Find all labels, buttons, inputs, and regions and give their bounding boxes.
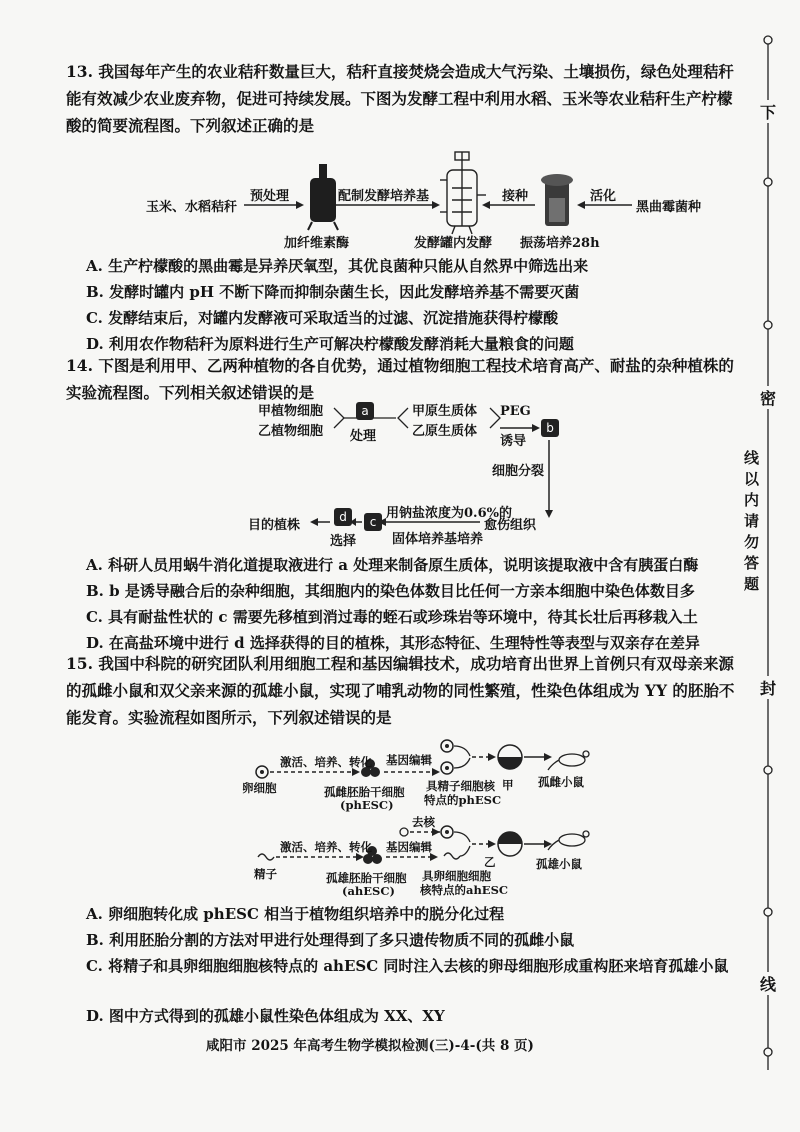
q14-proto-a: 甲原生质体 (412, 404, 478, 419)
q13-option-a: A. 生产柠檬酸的黑曲霉是异养厌氧型，其优良菌种只能从自然界中筛选出来 (86, 257, 589, 275)
q13-option-b: B. 发酵时罐内 pH 不断下降而抑制杂菌生长，因此发酵培养基不需要灭菌 (86, 283, 580, 301)
q14-plant-a: 甲植物细胞 (258, 404, 324, 419)
margin-label-feng: 封 (760, 676, 776, 699)
q15-top-steps: 激活、培养、转化 (280, 755, 372, 769)
q13-option-d: D. 利用农作物秸秆为原料进行生产可解决柠檬酸发酵消耗大量粮食的问题 (86, 335, 574, 353)
q15-option-d: D. 图中方式得到的孤雄小鼠性染色体组成为 XX、XY (86, 1007, 445, 1025)
q14-plant-b: 乙植物细胞 (258, 424, 324, 439)
q14-proto-b: 乙原生质体 (412, 424, 478, 439)
q15-ahesc-line2: (ahESC) (342, 884, 395, 898)
q15-option-b: B. 利用胚胎分割的方法对甲进行处理得到了多只遗传物质不同的孤雌小鼠 (86, 931, 575, 949)
q13-strain: 黑曲霉菌种 (636, 200, 702, 215)
q14-division: 细胞分裂 (492, 464, 545, 479)
q14-callus: 愈伤组织 (484, 518, 537, 533)
q14-induce: 诱导 (500, 434, 527, 449)
margin-label-xian: 线 (760, 972, 776, 995)
q14-salt-line1: 用钠盐浓度为0.6%的 (386, 506, 512, 521)
q13-step-pretreat: 预处理 (250, 189, 290, 204)
q14-option-a: A. 科研人员用蜗牛消化道提取液进行 a 处理来制备原生质体，说明该提取液中含有胰蛋白酶 (86, 556, 699, 574)
q15-denucleate: 去核 (412, 815, 435, 829)
q14-tag-a: a (356, 402, 374, 420)
q15-female-mouse: 孤雌小鼠 (538, 775, 584, 789)
page-footer: 咸阳市 2025 年高考生物学模拟检测(三)-4-(共 8 页) (206, 1038, 534, 1054)
q14-select: 选择 (330, 534, 357, 549)
q14-tag-c: c (364, 513, 382, 531)
margin-label-mi: 密 (760, 386, 776, 409)
q13-step-inoculate: 接种 (502, 189, 529, 204)
q13-option-c: C. 发酵结束后，对罐内发酵液可采取适当的过滤、沉淀措施获得柠檬酸 (86, 309, 559, 327)
q15-sperm-like-line2: 特点的phESC (424, 793, 502, 807)
q15-phesc-line2: (phESC) (340, 798, 394, 812)
question-13-stem: 13. 我国每年产生的农业秸秆数量巨大，秸秆直接焚烧会造成大气污染、土壤损伤，绿色处理秸秆能有效减少农业废弃物，促进可持续发展。下图为发酵工程中利用水稻、玉米等农业秸秆生产柠檬酸的简要流程图。下列叙述正确的是 (66, 62, 734, 135)
q14-salt-line2: 固体培养基培养 (392, 532, 484, 547)
q15-top-gene-edit: 基因编辑 (386, 753, 432, 767)
q13-step-activate: 活化 (590, 189, 617, 204)
q14-option-d: D. 在高盐环境中进行 d 选择获得的目的植株，其形态特征、生理特性等表型与双亲存在差异 (86, 634, 700, 652)
q13-raw-material: 玉米、水稻秸秆 (146, 200, 238, 215)
question-15-stem: 15. 我国中科院的研究团队利用细胞工程和基因编辑技术，成功培育出世界上首例只有双母亲来源的孤雌小鼠和双父亲来源的孤雄小鼠，实现了哺乳动物的同性繁殖，性染色体组成为 YY 的胚胎不能发育。实验流程如图所示，下列叙述错误的是 (66, 654, 735, 727)
q14-tag-d: d (334, 508, 352, 526)
q13-enzyme-label: 加纤维素酶 (284, 236, 350, 251)
q14-target-plant: 目的植株 (248, 518, 301, 533)
margin-no-answer-note: 线以内请勿答题 (744, 449, 760, 593)
q15-embryo-jia: 甲 (502, 778, 514, 792)
q14-option-c: C. 具有耐盐性状的 c 需要先移植到消过毒的蛭石或珍珠岩等环境中，待其长壮后再移栽入土 (86, 608, 698, 626)
q15-embryo-yi: 乙 (484, 855, 496, 869)
q15-bottom-gene-edit: 基因编辑 (386, 840, 432, 854)
q15-egg-like-line1: 具卵细胞细胞 (422, 869, 491, 883)
q13-shake-label: 振荡培养28h (520, 236, 600, 251)
q15-option-c: C. 将精子和具卵细胞细胞核特点的 ahESC 同时注入去核的卵母细胞形成重构胚来培育孤雄小鼠 (86, 957, 729, 975)
q14-process: 处理 (350, 429, 377, 444)
q15-sperm-like-line1: 具精子细胞核 (426, 779, 495, 793)
q13-fermenter-label: 发酵罐内发酵 (414, 236, 493, 251)
q15-egg: 卵细胞 (242, 781, 277, 795)
q15-male-mouse: 孤雄小鼠 (536, 857, 582, 871)
q15-phesc-line1: 孤雌胚胎干细胞 (324, 785, 405, 799)
q15-ahesc-line1: 孤雄胚胎干细胞 (326, 871, 407, 885)
q14-option-b: B. b 是诱导融合后的杂种细胞，其细胞内的染色体数目比任何一方亲本细胞中染色体数目多 (86, 582, 695, 600)
q15-egg-like-line2: 核特点的ahESC (420, 883, 509, 897)
margin-label-xia: 下 (760, 100, 776, 123)
q15-option-a: A. 卵细胞转化成 phESC 相当于植物组织培养中的脱分化过程 (86, 905, 505, 923)
q15-sperm: 精子 (254, 867, 277, 881)
q14-peg: PEG (500, 404, 531, 419)
question-14-stem: 14. 下图是利用甲、乙两种植物的各自优势，通过植物细胞工程技术培育高产、耐盐的杂种植株的实验流程图。下列相关叙述错误的是 (66, 356, 734, 402)
q15-bottom-steps: 激活、培养、转化 (280, 840, 372, 854)
q14-tag-b: b (541, 419, 559, 437)
q13-step-medium: 配制发酵培养基 (338, 189, 430, 204)
